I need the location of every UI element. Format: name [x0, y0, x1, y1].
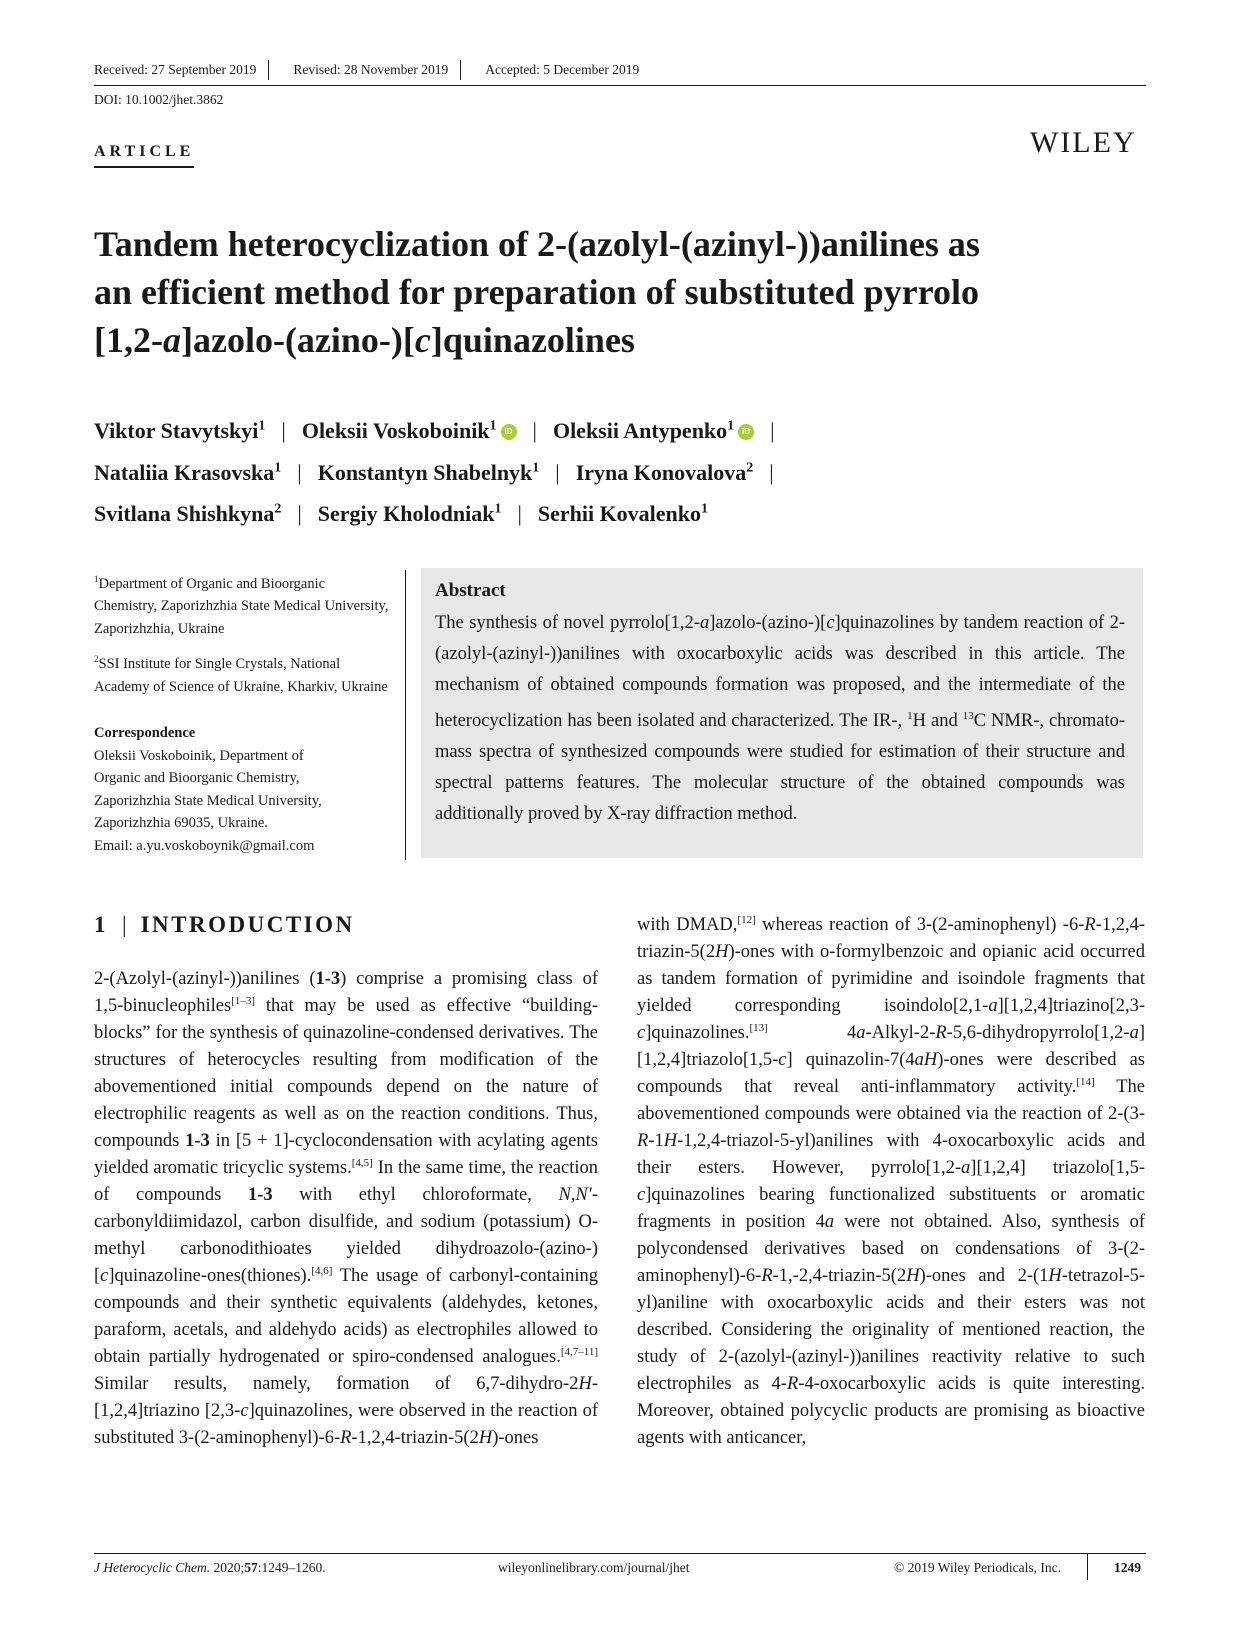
author[interactable]: Iryna Konovalova$^2$	[575, 459, 754, 485]
column-divider	[405, 570, 406, 860]
correspondence-heading: Correspondence	[94, 725, 196, 742]
copyright: © 2019 Wiley Periodicals, Inc.	[894, 1560, 1061, 1575]
orcid-icon[interactable]: iD	[738, 424, 754, 440]
doi[interactable]: DOI: 10.1002/jhet.3862	[94, 92, 224, 107]
affiliation: $^1$Department of Organic and Bioorganic Chemistry, Zaporizhzhia State Medical University, Zaporizhzhia, Ukraine	[94, 574, 389, 637]
title-line: an efficient method for preparation of substituted pyrrolo	[94, 272, 979, 312]
author-row: Nataliia Krasovska$^1$ | Konstantyn Shabelnyk$^1$ | Iryna Konovalova$^2$ |	[94, 459, 774, 485]
title-line: Tandem heterocyclization of 2-(azolyl-(azinyl-))anilines as	[94, 224, 980, 264]
revised-date: Revised: 28 November 2019	[293, 62, 449, 77]
footer-rule	[94, 1553, 1146, 1554]
article-label: ARTICLE	[94, 143, 194, 168]
citation[interactable]: [13]	[749, 1021, 768, 1034]
date-separator	[268, 60, 281, 80]
author-row: Svitlana Shishkyna$^2$ | Sergiy Kholodniak$^1$ | Serhii Kovalenko$^1$	[94, 500, 709, 526]
correspondence-line: Zaporizhzhia State Medical University,	[94, 792, 322, 809]
publisher-logo: WILEY	[1030, 126, 1137, 159]
author[interactable]: Nataliia Krasovska$^1$	[94, 459, 282, 485]
abstract-box	[421, 568, 1143, 858]
title-line: [1,2-a]azolo-(azino-)[c]quinazolines	[94, 320, 635, 360]
author[interactable]: Svitlana Shishkyna$^2$	[94, 500, 282, 526]
author-list	[94, 408, 1154, 532]
correspondence-line: Organic and Bioorganic Chemistry,	[94, 770, 300, 787]
received-date: Received: 27 September 2019	[94, 62, 257, 77]
journal-citation: J Heterocyclic Chem. 2020;57:1249–1260.	[94, 1560, 326, 1575]
accepted-date: Accepted: 5 December 2019	[485, 62, 640, 77]
author[interactable]: Serhii Kovalenko$^1$	[537, 500, 709, 526]
body-column-left: 2-(Azolyl-(azinyl-))anilines (1-3) comprise a promising class of 1,5-binucleophiles[1–3] that may be used as effective “building-blocks” for the synthesis of quinazoline-condensed derivatives. The structures of heterocycles resulting from modification of the abovementioned initial compounds depend on the nature of electrophilic reagents as well as on the reaction conditions. Thus, compounds 1-3 in [5 + 1]-cyclocondensation with acylating agents yielded aromatic tricyclic systems.[4,5] In the same time, the reaction of compounds 1-3 with ethyl chloroformate, N,N′-carbonyldiimidazol, carbon disulfide, and sodium (potassium) O-methyl carbonodithioates yielded dihydroazolo-(azino-)[c]quinazoline-ones(thiones).[4,6] The usage of carbonyl-containing compounds and their synthetic equivalents (aldehydes, ketones, paraform, acetals, and aldehydo acids) as electrophiles allowed to obtain partially hydrogenated or spiro-condensed analogues.[4,7–11] Similar results, namely, formation of 6,7-dihydro-2H-[1,2,4]triazino [2,3-c]quinazolines, were observed in the reaction of substituted 3-(2-aminophenyl)-6-R-1,2,4-triazin-5(2H)-ones	[94, 969, 598, 1448]
citation[interactable]: [1–3]	[231, 994, 256, 1007]
author-row: Viktor Stavytskyi$^1$ | Oleksii Voskoboinik$^1$ iD | Oleksii Antypenko$^1$ iD |	[94, 418, 775, 444]
journal-url[interactable]: wileyonlinelibrary.com/journal/jhet	[498, 1560, 690, 1575]
section-heading: 1 | INTRODUCTION	[94, 912, 355, 937]
header-rule	[94, 85, 1146, 86]
citation[interactable]: [4,7–11]	[560, 1345, 598, 1358]
orcid-icon[interactable]: iD	[501, 424, 517, 440]
correspondence-email[interactable]: Email: a.yu.voskoboynik@gmail.com	[94, 837, 315, 854]
date-separator	[460, 60, 473, 80]
paper-title	[94, 220, 1154, 364]
author[interactable]: Viktor Stavytskyi$^1$	[94, 418, 266, 444]
citation[interactable]: [4,5]	[351, 1156, 373, 1169]
citation[interactable]: [14]	[1076, 1075, 1095, 1088]
citation[interactable]: [12]	[737, 913, 756, 926]
body-column-right: with DMAD,[12] whereas reaction of 3-(2-aminophenyl) -6-R-1,2,4-triazin-5(2H)-ones with o-formylbenzoic and opianic acid occurred as tandem formation of pyrimidine and isoindole fragments that yielded corresponding isoindolo[2,1-a][1,2,4]triazino[2,3-c]quinazolines.[13] 4a-Alkyl-2-R-5,6-dihydropyrrolo[1,2-a][1,2,4]triazolo[1,5-c] quinazolin-7(4aH)-ones were described as compounds that reveal anti-inflammatory activity.[14] The abovementioned compounds were obtained via the reaction of 2-(3-R-1H-1,2,4-triazol-5-yl)anilines with 4-oxocarboxylic acids and their esters. However, pyrrolo[1,2-a][1,2,4] triazolo[1,5-c]quinazolines bearing functionalized substituents or aromatic fragments in position 4a were not obtained. Also, synthesis of polycondensed derivatives based on condensations of 3-(2-aminophenyl)-6-R-1,-2,4-triazin-5(2H)-ones and 2-(1H-tetrazol-5-yl)aniline with oxocarboxylic acids and their esters was not described. Considering the originality of mentioned reaction, the study of 2-(azolyl-(azinyl-))anilines reactivity relative to such electrophiles as 4-R-4-oxocarboxylic acids is quite interesting. Moreover, obtained polycyclic products are promising as bioactive agents with anticancer,	[637, 913, 1146, 1448]
correspondence-line: Zaporizhzhia 69035, Ukraine.	[94, 815, 268, 832]
author[interactable]: Konstantyn Shabelnyk$^1$	[317, 459, 540, 485]
correspondence-line: Oleksii Voskoboinik, Department of	[94, 747, 304, 764]
footer-separator	[1087, 1554, 1088, 1580]
abstract-heading: Abstract	[435, 580, 506, 601]
author[interactable]: Oleksii Voskoboinik$^1$ iD	[302, 418, 517, 443]
abstract-text: The synthesis of novel pyrrolo[1,2-a]azolo-(azino-)[c]quinazolines by tandem reaction of 2-(azolyl-(azinyl-))anilines with oxocarboxylic acids was described in this article. The mechanism of obtained compounds formation was proposed, and the intermediate of the heterocyclization has been isolated and characterized. The IR-, $^1$H and $^{13}$C NMR-, chromato-mass spectra of synthesized compounds were studied for estimation of their structure and spectral patterns features. The molecular structure of the obtained compounds was additionally proved by X-ray diffraction method.	[435, 613, 1125, 825]
author[interactable]: Sergiy Kholodniak$^1$	[317, 500, 502, 526]
page-number: 1249	[1114, 1560, 1141, 1575]
affiliations	[94, 568, 389, 857]
author[interactable]: Oleksii Antypenko$^1$ iD	[553, 418, 754, 443]
citation[interactable]: [4,6]	[311, 1264, 333, 1277]
publication-dates	[94, 62, 1146, 80]
affiliation: $^2$SSI Institute for Single Crystals, National Academy of Science of Ukraine, Kharkiv, Ukraine	[94, 654, 388, 695]
